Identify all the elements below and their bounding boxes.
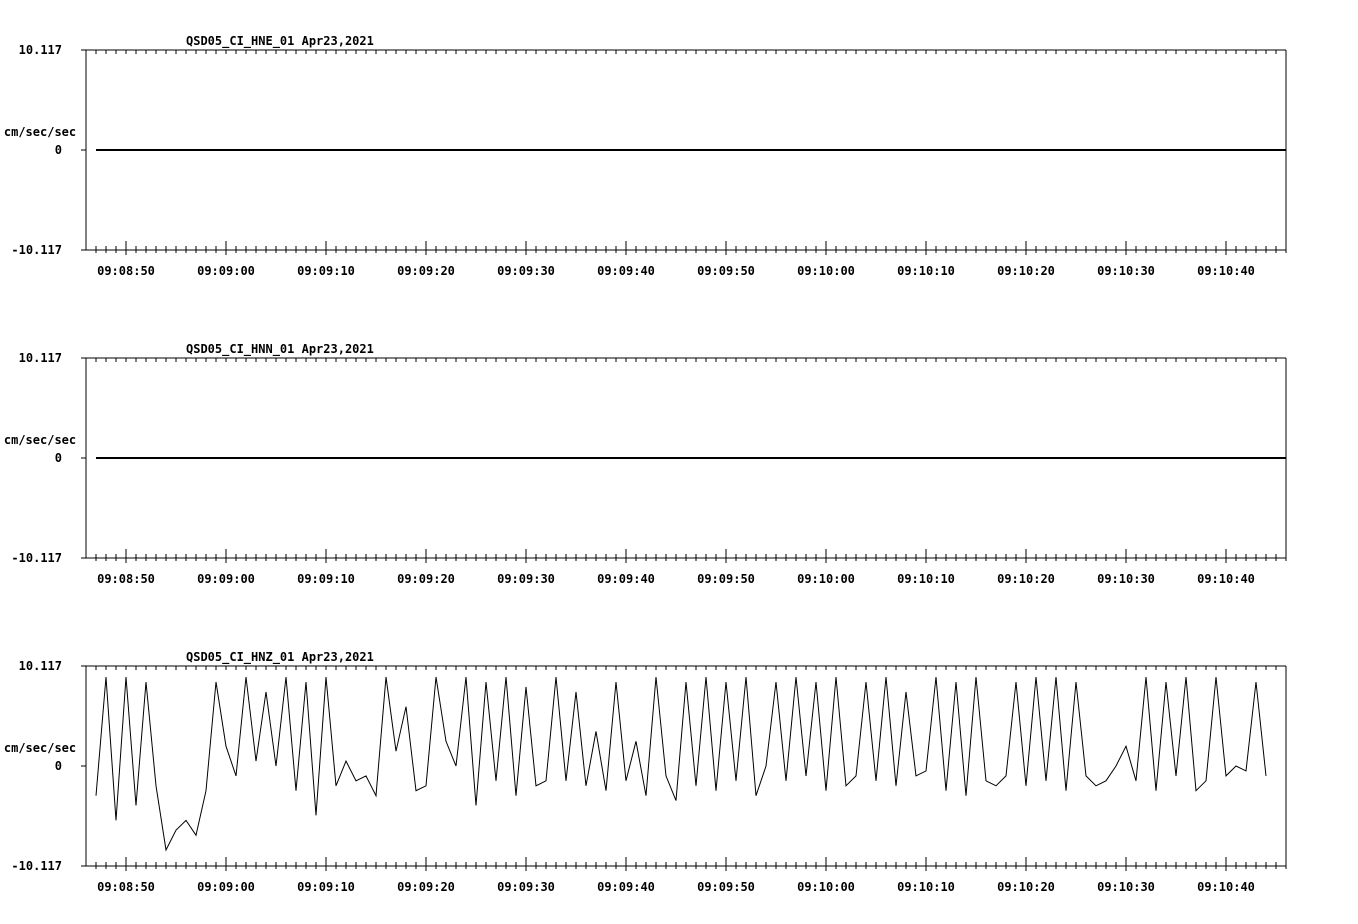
x-tick-label: 09:10:00 <box>797 572 855 586</box>
y-axis-label: cm/sec/sec <box>3 741 77 755</box>
channel-panel-1 <box>4 34 1286 278</box>
x-tick-label: 09:10:20 <box>997 880 1055 894</box>
y-tick-label: -10.117 <box>11 243 62 257</box>
y-tick-label: 10.117 <box>18 659 62 673</box>
y-axis-label: cm/sec/sec <box>3 125 77 139</box>
x-tick-label: 09:09:00 <box>197 572 255 586</box>
x-tick-label: 09:09:40 <box>597 880 655 894</box>
y-tick-label: 0 <box>54 143 62 157</box>
channel-title: QSD05_CI_HNZ_01 Apr23,2021 <box>186 650 374 664</box>
x-tick-label: 09:10:30 <box>1097 264 1155 278</box>
x-tick-label: 09:08:50 <box>97 880 155 894</box>
x-tick-label: 09:09:50 <box>697 264 755 278</box>
x-tick-label: 09:10:30 <box>1097 572 1155 586</box>
channel-title: QSD05_CI_HNN_01 Apr23,2021 <box>186 342 374 356</box>
x-tick-label: 09:09:00 <box>197 264 255 278</box>
channel-title: QSD05_CI_HNE_01 Apr23,2021 <box>186 34 374 48</box>
x-tick-label: 09:10:00 <box>797 880 855 894</box>
x-tick-label: 09:09:50 <box>697 880 755 894</box>
x-tick-label: 09:09:20 <box>397 880 455 894</box>
y-tick-label: 0 <box>54 451 62 465</box>
x-tick-label: 09:09:20 <box>397 264 455 278</box>
x-tick-label: 09:10:10 <box>897 880 955 894</box>
y-axis-label: cm/sec/sec <box>3 433 77 447</box>
x-tick-label: 09:09:30 <box>497 264 555 278</box>
x-tick-label: 09:10:20 <box>997 572 1055 586</box>
x-tick-label: 09:10:40 <box>1197 264 1255 278</box>
channel-panel-3 <box>4 650 1286 894</box>
x-tick-label: 09:10:40 <box>1197 572 1255 586</box>
x-tick-label: 09:10:20 <box>997 264 1055 278</box>
x-tick-label: 09:10:00 <box>797 264 855 278</box>
x-tick-label: 09:09:40 <box>597 264 655 278</box>
y-tick-label: 0 <box>54 759 62 773</box>
x-tick-label: 09:08:50 <box>97 264 155 278</box>
y-tick-label: 10.117 <box>18 351 62 365</box>
x-tick-label: 09:09:20 <box>397 572 455 586</box>
x-tick-label: 09:09:30 <box>497 880 555 894</box>
x-tick-label: 09:10:30 <box>1097 880 1155 894</box>
x-tick-label: 09:09:10 <box>297 264 355 278</box>
x-tick-label: 09:09:50 <box>697 572 755 586</box>
x-tick-label: 09:08:50 <box>97 572 155 586</box>
x-tick-label: 09:10:40 <box>1197 880 1255 894</box>
x-tick-label: 09:10:10 <box>897 264 955 278</box>
y-tick-label: -10.117 <box>11 551 62 565</box>
y-tick-label: 10.117 <box>18 43 62 57</box>
channel-panel-2 <box>4 342 1286 586</box>
x-tick-label: 09:09:10 <box>297 880 355 894</box>
x-tick-label: 09:09:30 <box>497 572 555 586</box>
x-tick-label: 09:09:40 <box>597 572 655 586</box>
y-tick-label: -10.117 <box>11 859 62 873</box>
x-tick-label: 09:09:10 <box>297 572 355 586</box>
waveform-trace <box>96 677 1266 850</box>
x-tick-label: 09:10:10 <box>897 572 955 586</box>
x-tick-label: 09:09:00 <box>197 880 255 894</box>
